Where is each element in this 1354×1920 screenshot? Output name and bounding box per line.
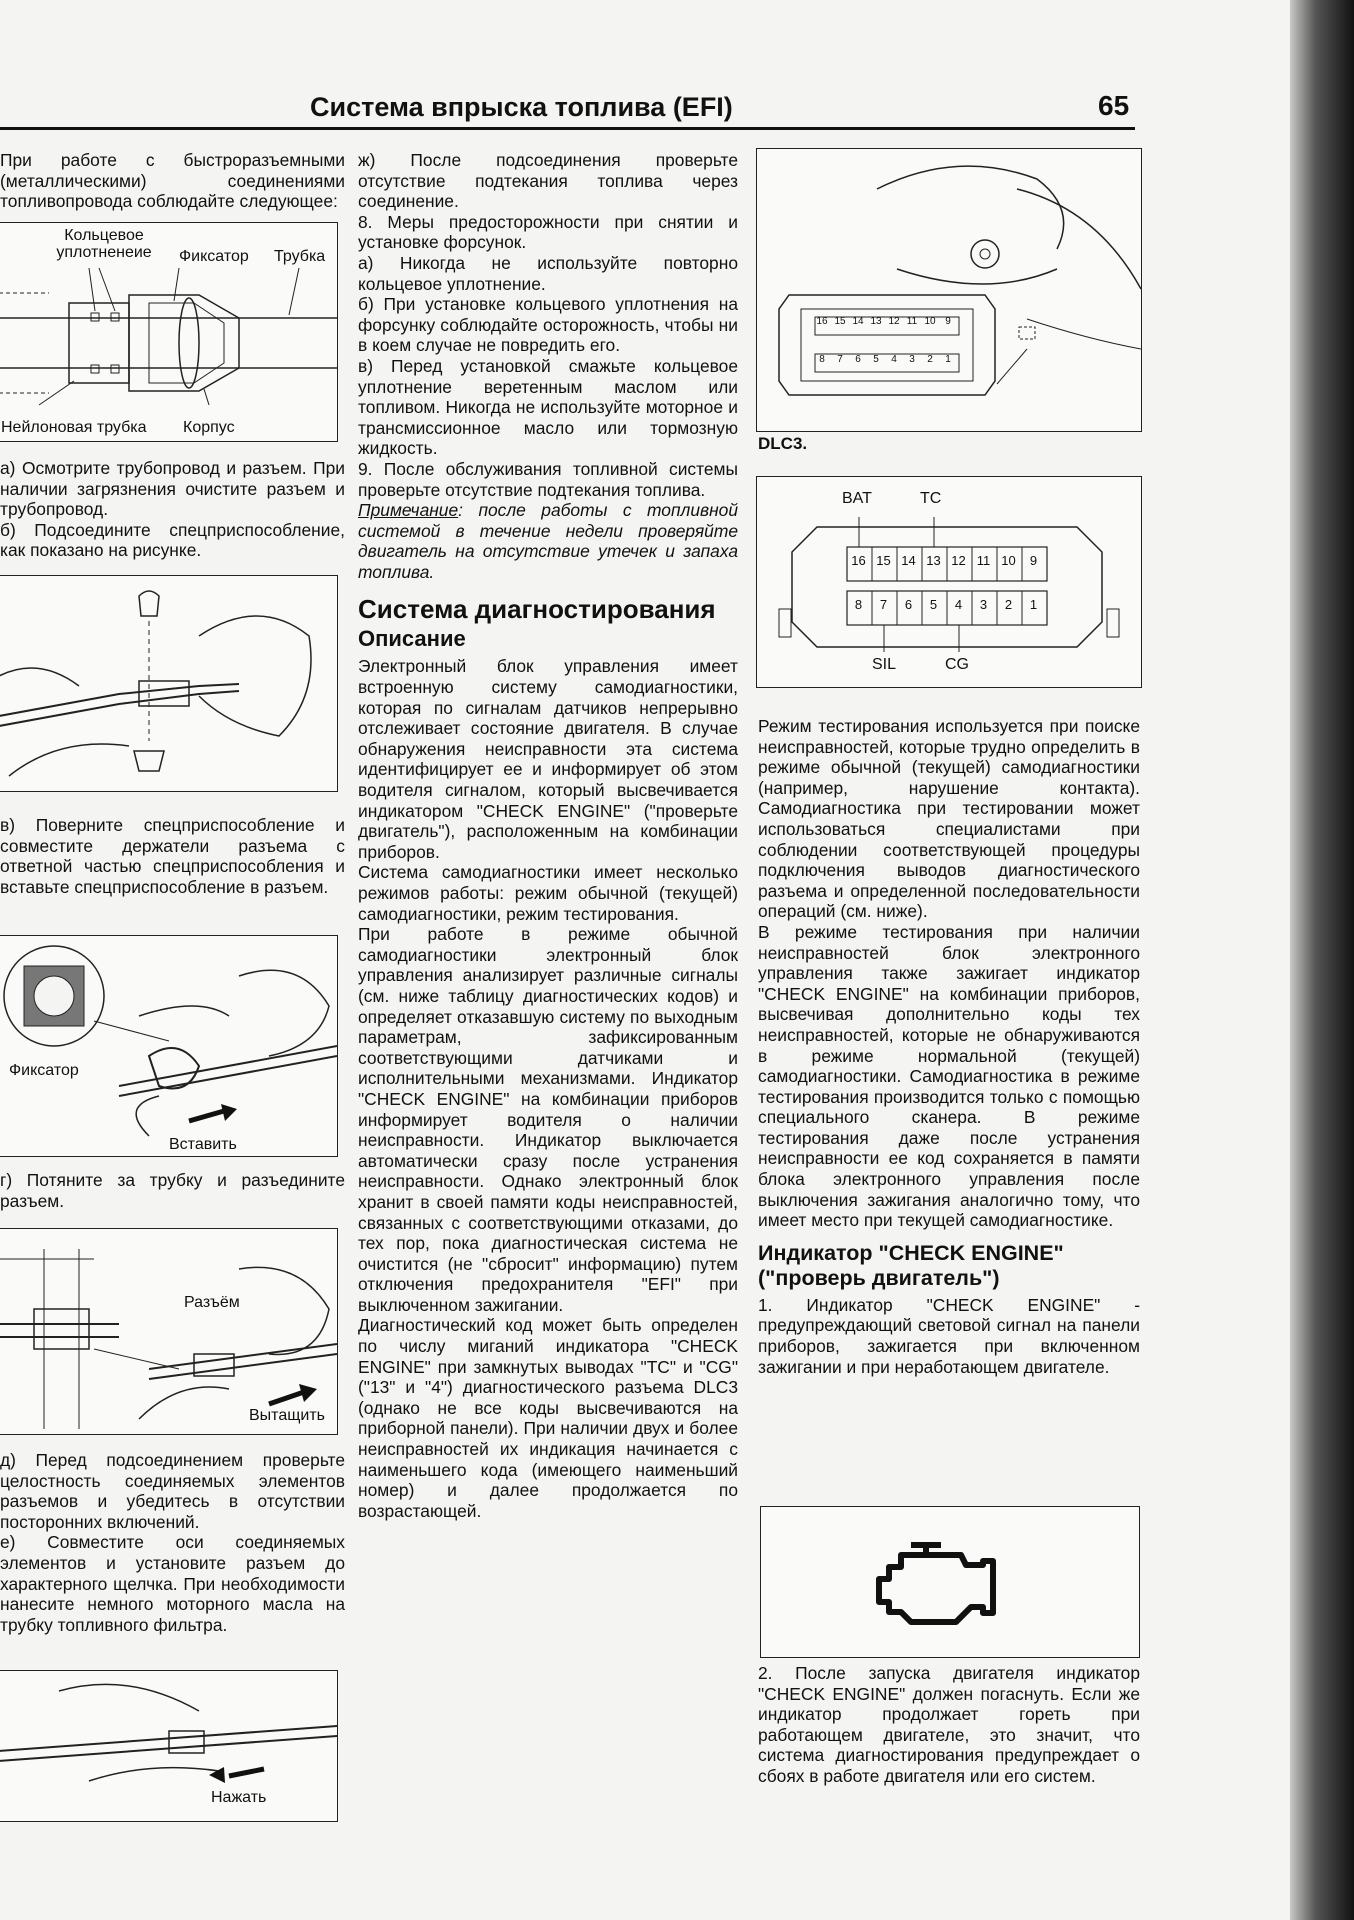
small-pin-7: 7 [837,354,843,365]
figure-quick-connector [0,222,338,442]
col2-desc-3: При работе в режиме обычной самодиагностики электронный блок управления анализирует различные сигналы (см. ниже таблицу диагностических кодов) и определяет отказавшую систему по выходным параметрам, зафиксированным соответствующими датчиками и исполнительными механизмами. Индикатор "CHECK ENGINE" на комбинации приборов информирует водителя о наличии неисправности. Индикатор выключается автоматически сразу после устранения неисправности. Однако электронный блок хранит в своей памяти коды неисправностей, связанных с соответствующими отказами, до тех пор, пока диагностическая система не очистится (не "сбросит" информацию) путем отключения предохранителя "EFI" при выключенном зажигании. [358,924,738,1315]
note-label: Примечание [358,500,459,521]
col2-step-zh: ж) После подсоединения проверьте отсутствие подтекания топлива через соединение. [358,150,738,212]
pin-5: 5 [929,597,938,612]
col3-test-2: В режиме тестирования при наличии неисправностей блок электронного управления также зажигает индикатор "CHECK ENGINE" на комбинации приборов, высвечивая дополнительно коды тех неисправностей, которые не обнаруживаются в режиме нормальной (текущей) самодиагностики. Самодиагностика в режиме тестирования производится только с помощью специального сканера. В режиме тестирования даже после устранения неисправности ее код сохраняется в памяти блока электронного управления после выключения зажигания аналогично тому, что имеет место при текущей самодиагностике. [758,921,1140,1231]
pin-1: 1 [1029,597,1038,612]
col2-item-8a: а) Никогда не используйте повторно кольцевое уплотнение. [358,252,738,294]
col1-step-c: в) Поверните спецприспособление и совместите держатели разъема с ответной частью спецприспособления и вставьте спецприспособление в разъем. [0,815,345,897]
page-binding-shadow [1290,0,1354,1920]
label-pull-out: Вытащить [249,1407,325,1424]
pin-label-cg: CG [945,656,969,673]
column-middle [358,150,738,1521]
pin-14: 14 [901,553,916,568]
subsection-heading-description: Описание [358,626,466,652]
label-insert: Вставить [169,1136,237,1153]
press-connector-drawing [0,1671,337,1821]
label-pipe: Трубка [274,248,326,265]
small-pin-16: 16 [816,316,828,327]
small-pin-4: 4 [891,354,897,365]
col1-intro: При работе с быстроразъемными (металлическими) соединениями топливопровода соблюдайте следующее: [0,150,345,212]
small-pin-5: 5 [873,354,879,365]
col1-steps-ab [0,458,345,561]
small-pin-10: 10 [924,316,936,327]
header-rule [0,127,1135,130]
figure-tool-attach [0,575,338,792]
col2-item-8: 8. Меры предосторожности при снятии и установке форсунок. [358,211,738,253]
insert-tool-drawing [0,936,337,1156]
col2-item-8b: б) При установке кольцевого уплотнения на форсунку соблюдайте осторожность, чтобы ни в коем случае не повредить его. [358,294,738,356]
pin-8: 8 [854,597,863,612]
label-nylon-tube: Нейлоновая трубка [1,419,147,436]
label-connector: Разъём [184,1294,240,1311]
pin-label-sil: SIL [872,656,897,673]
dlc3-bottom-pins [846,597,1046,612]
pin-12: 12 [951,553,966,568]
small-pin-3: 3 [909,354,915,365]
col2-desc-2: Система самодиагностики имеет несколько режимов работы: режим обычной (текущей) самодиагностики, режим тестирования. [358,862,738,924]
small-pin-11: 11 [906,316,918,327]
page-number: 65 [1098,90,1130,121]
pin-9: 9 [1029,553,1038,568]
col2-desc-1: Электронный блок управления имеет встроенную систему самодиагностики, которая по сигналам датчиков непрерывно отслеживает состояние двигателя. В случае обнаружения неисправности эта система идентифицирует ее и информирует об этом водителя сигналом, который высвечивается индикатором "CHECK ENGINE" ("проверьте двигатель"), расположенным на комбинации приборов. [358,656,738,862]
figure-dlc3-location [756,148,1142,432]
small-pin-12: 12 [888,316,900,327]
col2-note [358,500,738,582]
note-text: : после работы с топливной системой в течение недели проверяйте двигатель на отсутствие утечек и запаха топлива. [358,500,738,582]
pin-6: 6 [904,597,913,612]
figure-press-connector [0,1670,338,1822]
figure-insert-tool [0,935,338,1157]
label-housing: Корпус [183,419,235,436]
small-pin-14: 14 [852,316,864,327]
col1-step-e: д) Перед подсоединением проверьте целостность соединяемых элементов разъемов и убедитесь в отсутствии посторонних включений. [0,1450,345,1532]
pin-3: 3 [979,597,988,612]
small-pin-1: 1 [945,354,951,365]
figure-pull-connector [0,1228,338,1435]
label-press: Нажать [211,1789,267,1806]
pin-4: 4 [954,597,963,612]
col3-test-1: Режим тестирования используется при поиске неисправностей, которые трудно определить в режиме обычной (текущей) самодиагностики (например, нарушение контакта). Самодиагностика при тестировании может использоваться специалистами при соблюдении соответствующей процедуры подключения выводов диагностического разъема и определенной последовательности операций (см. ниже). [758,716,1140,922]
col1-step-a: а) Осмотрите трубопровод и разъем. При наличии загрязнения очистите разъем и трубопровод. [0,458,345,520]
col2-item-9: 9. После обслуживания топливной системы проверьте отсутствие подтекания топлива. [358,458,738,500]
check-engine-icon [761,1507,1139,1657]
col2-desc-4: Диагностический код может быть определен по числу миганий индикатора "CHECK ENGINE" при замкнутых выводах "TC" и "CG" ("13" и "4") диагностического разъема DLC3 (однако не все коды высвечиваются на приборной панели). При наличии двух и более неисправностей их индикация начинается с наименьшего кода (имеющего наименьший номер) и далее продолжается по возрастающей. [358,1315,738,1521]
label-retainer: Фиксатор [179,248,249,265]
section-heading-diagnostics: Система диагностирования [358,594,716,625]
col3-indicator-1: 1. Индикатор "CHECK ENGINE" - предупреждающий световой сигнал на панели приборов, зажигается при включенном зажигании и при неработающем двигателе. [758,1294,1140,1377]
page-header-title: Система впрыска топлива (EFI) [310,92,733,122]
pin-11: 11 [976,553,991,568]
col3-bottom [758,1663,1140,1787]
small-pin-8: 8 [819,354,825,365]
col2-item-8c: в) Перед установкой смажьте кольцевое уплотнение веретенным маслом или топливом. Никогда не используйте моторное и трансмиссионное масло или тормозную жидкость. [358,355,738,459]
pin-label-tc: TC [920,490,942,507]
pin-2: 2 [1004,597,1013,612]
dlc3-caption: DLC3. [758,434,808,453]
small-pin-15: 15 [834,316,846,327]
small-pin-13: 13 [870,316,882,327]
pin-label-bat: BAT [842,490,872,507]
pin-16: 16 [851,553,866,568]
col1-steps-ef [0,1450,345,1635]
pin-7: 7 [879,597,888,612]
pin-10: 10 [1001,553,1016,568]
label-retainer-2: Фиксатор [9,1062,79,1079]
col1-step-d-wrap [0,1170,345,1211]
section-heading-check-engine: Индикатор "CHECK ENGINE" ("проверь двигатель") [758,1240,1064,1290]
label-o-ring: Кольцевое уплотненеие [56,227,152,261]
col1-step-d: г) Потяните за трубку и разъедините разъем. [0,1170,345,1211]
tool-attach-drawing [0,576,337,791]
dlc3-top-pins [846,553,1046,568]
col1-step-c-wrap [0,815,345,897]
figure-check-engine [760,1506,1140,1658]
dlc3-small-bottom-pins [813,354,957,365]
col1-step-f: е) Совместите оси соединяемых элементов и установите разъем до характерного щелчка. При необходимости нанесите немного моторного масла на трубку топливного фильтра. [0,1532,345,1635]
dlc3-small-top-pins [813,316,957,327]
small-pin-9: 9 [945,316,951,327]
pin-13: 13 [926,553,941,568]
dlc3-location-drawing [757,149,1141,431]
pin-15: 15 [876,553,891,568]
small-pin-2: 2 [927,354,933,365]
column-right [758,716,1140,1377]
column-left [0,150,345,212]
small-pin-6: 6 [855,354,861,365]
col3-indicator-2: 2. После запуска двигателя индикатор "CHECK ENGINE" должен погаснуть. Если же индикатор продолжает гореть при работающем двигателе, это значит, что система диагностирования предупреждает о сбоях в работе двигателя или его систем. [758,1663,1140,1786]
pull-connector-drawing [0,1229,337,1434]
col1-step-b: б) Подсоедините спецприспособление, как показано на рисунке. [0,519,345,561]
